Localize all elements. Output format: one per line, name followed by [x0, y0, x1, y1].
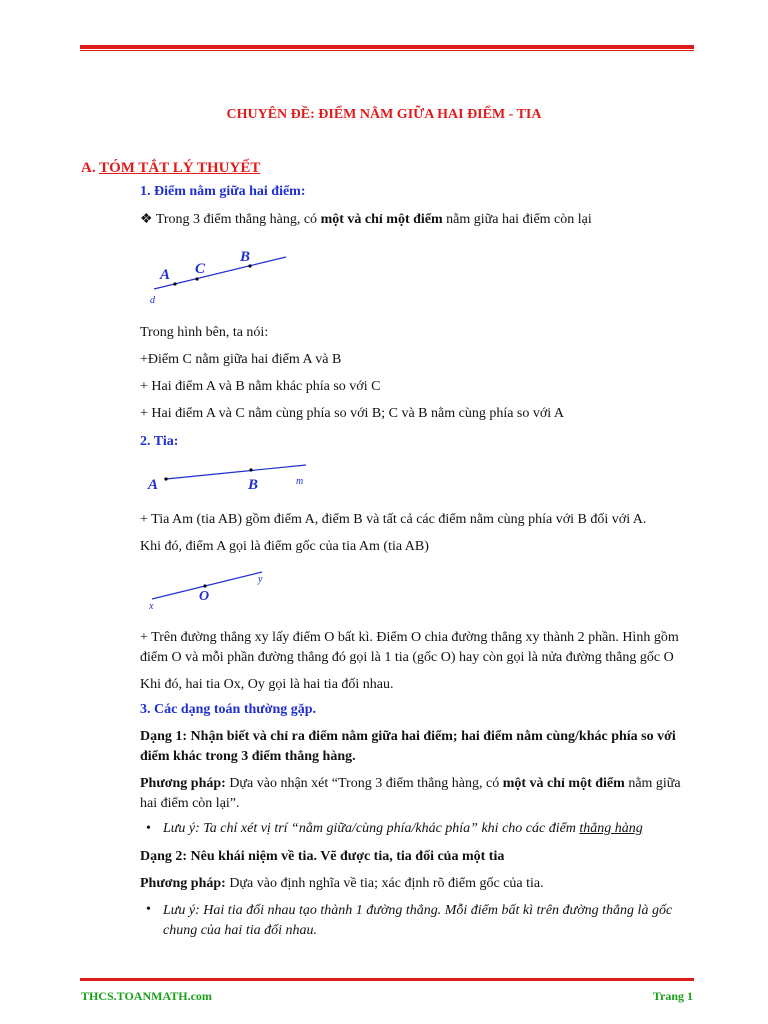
ray-label-b: B	[248, 477, 259, 493]
page-title: CHUYÊN ĐỀ: ĐIỂM NẰM GIỮA HAI ĐIỂM - TIA	[226, 107, 542, 122]
label-d: d	[150, 295, 155, 306]
section-a-label: TÓM TẮT LÝ THUYẾT	[99, 160, 261, 176]
method1-label: Phương pháp:	[140, 776, 226, 791]
part1-bullet	[140, 211, 592, 228]
footer-site: THCS.TOANMATH.com	[81, 989, 212, 1003]
note1-bullet-icon: •	[146, 821, 151, 836]
part1-line-1: +Điểm C nằm giữa hai điểm A và B	[140, 352, 342, 367]
ray-label-a: A	[148, 477, 159, 493]
label-x: x	[149, 601, 154, 612]
method1	[140, 774, 695, 814]
part2-line-4: Khi đó, hai tia Ox, Oy gọi là hai tia đối nhau.	[140, 677, 394, 692]
label-c: C	[195, 261, 206, 277]
section-a-prefix: A.	[81, 160, 100, 176]
part2-line-3: + Trên đường thẳng xy lấy điểm O bất kì. Điểm O chia đường thẳng xy thành 2 phần. Hình gồm điểm O và mỗi phần đường thẳng đó gọi là 1 tia (gốc O) hay còn gọi là nửa đường thẳng gốc O	[140, 630, 679, 665]
part1-bullet-text: Trong 3 điểm thẳng hàng, có	[155, 212, 321, 227]
note1	[163, 821, 643, 837]
dang2-text: Dạng 2: Nêu khái niệm về tia. Vẽ được tia, tia đối của một tia	[140, 849, 505, 864]
header-rule	[80, 45, 694, 51]
label-a: A	[160, 267, 171, 283]
diamond-bullet-icon: ❖	[140, 212, 153, 227]
part3-heading: 3. Các dạng toán thường gặp.	[140, 702, 317, 717]
point-a-origin	[164, 477, 167, 480]
note2: Lưu ý: Hai tia đối nhau tạo thành 1 đường thẳng. Mỗi điểm bất kì trên đường thẳng là gốc chung của hai tia đối nhau.	[163, 903, 673, 938]
note1-text: Lưu ý: Ta chỉ xét vị trí “nằm giữa/cùng phía/khác phía” khi cho các điểm	[163, 821, 580, 836]
part2-heading: 2. Tia:	[140, 434, 179, 449]
note2-bullet-icon: •	[146, 902, 151, 917]
point-b-ray	[249, 468, 252, 471]
figure-opposite-rays	[140, 565, 280, 615]
part1-line-0: Trong hình bên, ta nói:	[140, 325, 269, 340]
method2-label: Phương pháp:	[140, 876, 226, 891]
method1-text: Dựa vào nhận xét “Trong 3 điểm thẳng hàng, có	[225, 776, 503, 791]
label-b: B	[240, 249, 251, 265]
note1-underlined: thẳng hàng	[579, 821, 643, 836]
label-y: y	[258, 574, 263, 585]
section-a-heading	[81, 160, 260, 177]
method1-text-end: nằm giữa hai điểm còn lại”.	[140, 776, 681, 811]
part1-bullet-bold: một và chỉ một điểm	[320, 212, 443, 227]
figure-line-d	[140, 240, 300, 310]
point-c	[195, 277, 198, 280]
method1-bold: một và chỉ một điểm	[502, 776, 625, 791]
ray-am	[166, 465, 306, 479]
part2-line-1: + Tia Am (tia AB) gồm điểm A, điểm B và tất cả các điểm nằm cùng phía với B đối với A.	[140, 512, 647, 527]
footer-page-number: Trang 1	[652, 989, 693, 1003]
point-o	[203, 584, 206, 587]
part1-bullet-text-end: nằm giữa hai điểm còn lại	[442, 212, 592, 227]
ray-label-m: m	[296, 476, 304, 487]
label-o: O	[199, 589, 210, 604]
point-a	[173, 282, 176, 285]
footer-rule	[80, 978, 694, 981]
figure-ray-am	[140, 455, 320, 500]
dang1-text: Dạng 1: Nhận biết và chỉ ra điểm nằm giữa hai điểm; hai điểm nằm cùng/khác phía so với điểm khác trong 3 điểm thẳng hàng.	[140, 729, 676, 764]
method2	[140, 876, 544, 892]
part1-line-3: + Hai điểm A và C nằm cùng phía so với B; C và B nằm cùng phía so với A	[140, 406, 564, 421]
part1-heading: 1. Điểm nằm giữa hai điểm:	[140, 184, 306, 199]
method2-text: Dựa vào định nghĩa về tia; xác định rõ điểm gốc của tia.	[225, 876, 544, 891]
part1-line-2: + Hai điểm A và B nằm khác phía so với C	[140, 379, 381, 394]
part2-line-2: Khi đó, điểm A gọi là điểm gốc của tia Am (tia AB)	[140, 539, 429, 554]
